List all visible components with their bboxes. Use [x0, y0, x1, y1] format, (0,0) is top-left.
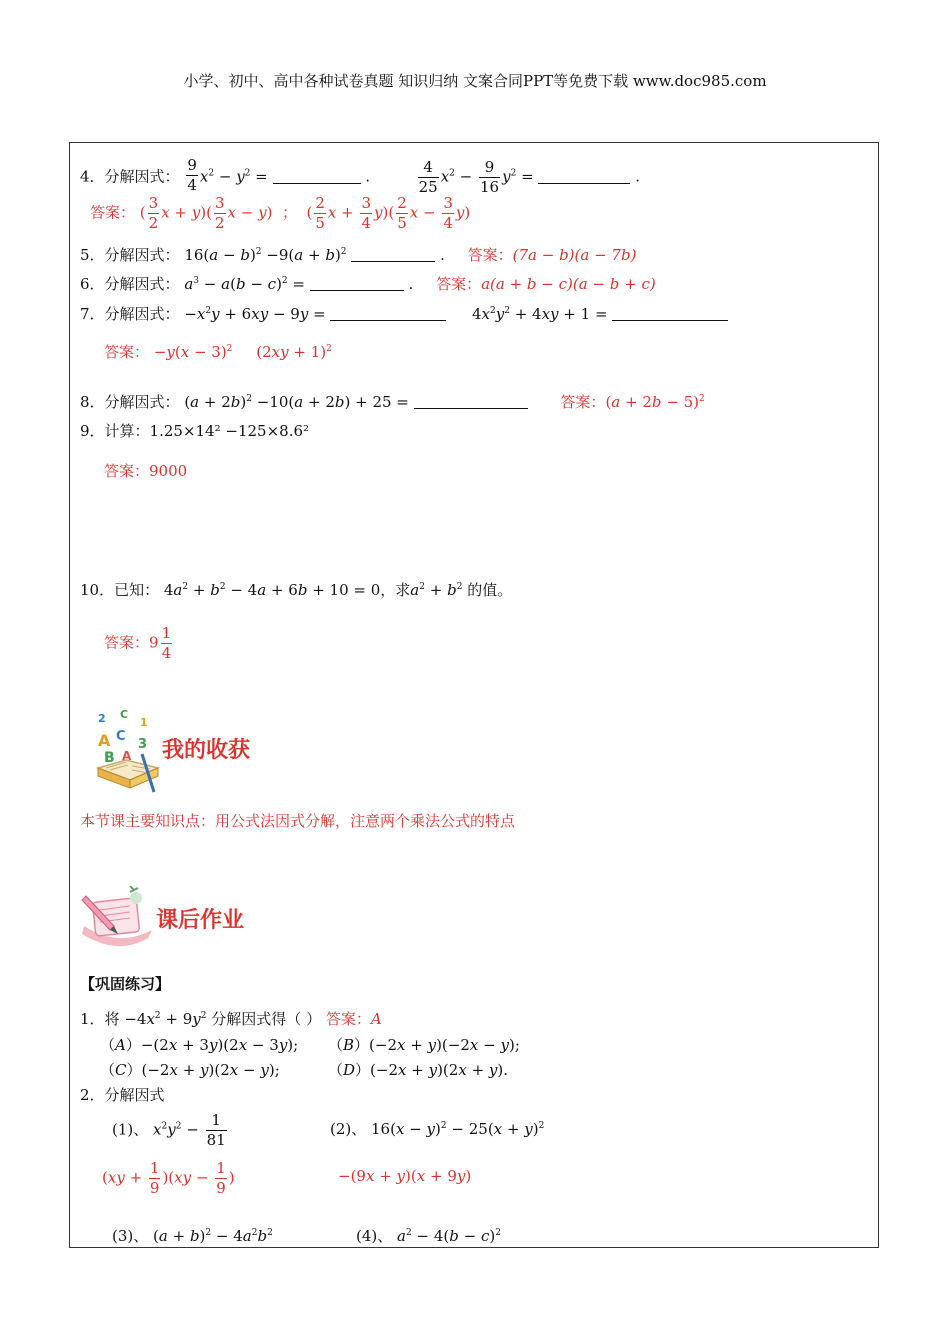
homework-title: 课后作业 — [156, 908, 245, 933]
book-letters-icon — [92, 706, 162, 798]
svg-text:1: 1 — [140, 716, 148, 729]
q4-line: 4．分解因式： $\frac{9}{4}$ $x^2 - y^2$ = . $\frac{4}{25}$ $x^2$ − $\frac{9}{16}$ $y^2$ = . — [80, 156, 640, 196]
q7-answer: 答案： $-y(x - 3)^2$ $(2xy + 1)^2$ — [104, 343, 332, 361]
svg-text:A: A — [98, 731, 111, 750]
h2-part3: (3)、 $(a + b)^2 - 4a^2b^2$ — [112, 1227, 273, 1245]
q6-answer: a(a + b − c)(a − b + c) — [481, 275, 656, 293]
h1-line: 1．将 $-4x^2 + 9y^2$ 分解因式得（ ） 答案：A — [80, 1010, 382, 1028]
q9-line: 9．计算：1.25×14² −125×8.6² — [80, 422, 310, 440]
h2-part1: (1)、 $x^2y^2$ − $\frac{1}{81}$ — [112, 1111, 226, 1149]
h1-answer: A — [370, 1010, 382, 1028]
h2-part2: (2)、 $16(x - y)^2 - 25(x + y)^2$ — [330, 1120, 545, 1138]
q5-line: 5．分解因式： $16(a - b)^2 -9(a + b)^2$ . 答案：(7a − b)(a − 7b) — [80, 246, 637, 264]
svg-text:A: A — [122, 749, 132, 763]
q9-answer: 答案：9000 — [104, 462, 188, 480]
h1-option-b: （B）(−2x + y)(−2x − y); — [328, 1036, 520, 1054]
h1-option-a: （A）−(2x + 3y)(2x − 3y); — [100, 1036, 299, 1054]
q4-answer: 答案： ( $\frac{3}{2}$ x + y)( $\frac{3}{2}$ x − y) ； ( $\frac{2}{5}$ x + $\frac{3}{4}$ y)( $\frac{2}{5}$ x − $\frac{3}{4}$ y) — [90, 194, 471, 232]
h1-option-d: （D）(−2x + y)(2x + y). — [328, 1061, 509, 1079]
q8-line: 8．分解因式： $(a + 2b)^2 -10(a + 2b) + 25$ = 答案：$(a + 2b - 5)^2$ — [80, 393, 705, 411]
svg-text:3: 3 — [138, 737, 148, 752]
h2-line: 2．分解因式 — [80, 1086, 165, 1104]
h2-answer1: (xy + $\frac{1}{9}$ )(xy − $\frac{1}{9}$ ) — [102, 1159, 235, 1197]
q7-line: 7．分解因式： $-x^2y + 6xy - 9y$ = $4x^2y^2 + 4xy + 1$ = — [80, 307, 728, 322]
q10-line: 10．已知： $4a^2 + b^2 - 4a + 6b + 10 = 0$，求$a^2 + b^2$ 的值。 — [80, 581, 513, 599]
harvest-title: 我的收获 — [162, 738, 251, 763]
svg-text:2: 2 — [98, 712, 106, 725]
page-header: 小学、初中、高中各种试卷真题 知识归纳 文案合同PPT等免费下载 www.doc985.com — [183, 72, 767, 90]
q10-answer: 答案：9 $\frac{1}{4}$ — [104, 624, 172, 662]
svg-text:C: C — [116, 729, 126, 744]
practice-heading: 【巩固练习】 — [80, 975, 171, 993]
h1-option-c: （C）(−2x + y)(2x − y); — [100, 1061, 280, 1079]
h2-answer2: −(9x + y)(x + 9y) — [338, 1167, 472, 1185]
q4-label: 4．分解因式： — [80, 167, 180, 186]
svg-text:C: C — [120, 708, 129, 721]
svg-text:B: B — [104, 750, 115, 766]
q6-line: 6．分解因式： $a^3 - a(b - c)^2$ = . 答案：a(a + b − c)(a − b + c) — [80, 275, 656, 293]
q9-expr: 1.25×14² −125×8.6² — [149, 422, 310, 440]
harvest-text: 本节课主要知识点：用公式法因式分解，注意两个乘法公式的特点 — [80, 812, 516, 830]
notebook-pencil-icon — [78, 886, 156, 950]
h2-part4: (4)、 $a^2 - 4(b - c)^2$ — [356, 1227, 501, 1245]
q5-answer: (7a − b)(a − 7b) — [512, 246, 637, 264]
